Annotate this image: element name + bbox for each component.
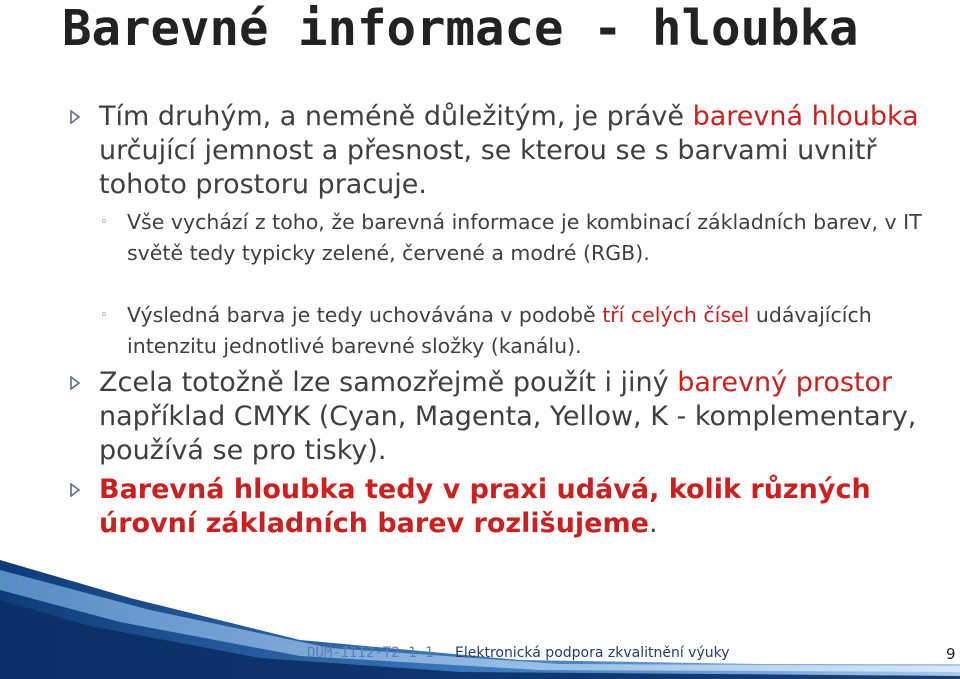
subbullet-text: Vše vychází z toho, že barevná informace je kombinací základních barev, v IT světě tedy typicky zelené, červené a modré (RGB). <box>127 210 922 265</box>
bullet-summary <box>70 473 959 541</box>
highlight-tri-cisla: tří celých čísel <box>602 303 750 327</box>
triangle-bullet-icon <box>70 100 86 134</box>
subbullet-channels <box>100 300 957 362</box>
decorative-wave-band <box>0 560 960 679</box>
page-number: 9 <box>946 645 956 663</box>
bullet-text: například CMYK (Cyan, Magenta, Yellow, K - komplementary, používá se pro tisky). <box>99 401 917 466</box>
highlight-barevny-prostor: barevný prostor <box>677 367 893 398</box>
bullet-text: určující jemnost a přesnost, se kterou se s barvami uvnitř tohoto prostoru pracuje. <box>99 135 877 200</box>
subbullet-text: Výsledná barva je tedy uchovávána v podobě <box>127 303 603 327</box>
slide-title: Barevné informace - hloubka <box>62 0 859 57</box>
small-circle-icon: ◦ <box>100 308 108 323</box>
triangle-bullet-icon <box>70 473 86 507</box>
subbullet-text: udávajících intenzitu jednotlivé barevné složky (kanálu). <box>127 303 872 358</box>
triangle-bullet-icon <box>70 366 86 400</box>
bullet-text: Zcela totožně lze samozřejmě použít i jiný <box>99 367 678 398</box>
bullet-text: Tím druhým, a neméně důležitým, je právě <box>99 101 693 132</box>
small-circle-icon: ◦ <box>100 215 108 230</box>
subbullet-rgb <box>100 207 957 269</box>
summary-highlight: Barevná hloubka tedy v praxi udává, kolik různých úrovní základních barev rozlišujeme <box>99 474 871 539</box>
footer-project-text: Elektronická podpora zkvalitnění výuky <box>455 645 730 661</box>
highlight-barevna-hloubka: barevná hloubka <box>692 101 919 132</box>
bullet-cmyk <box>70 366 959 468</box>
summary-period: . <box>648 508 658 539</box>
bullet-color-depth <box>70 100 959 202</box>
footer-document-id: DUM-III2-T2-1-1 <box>307 645 434 661</box>
